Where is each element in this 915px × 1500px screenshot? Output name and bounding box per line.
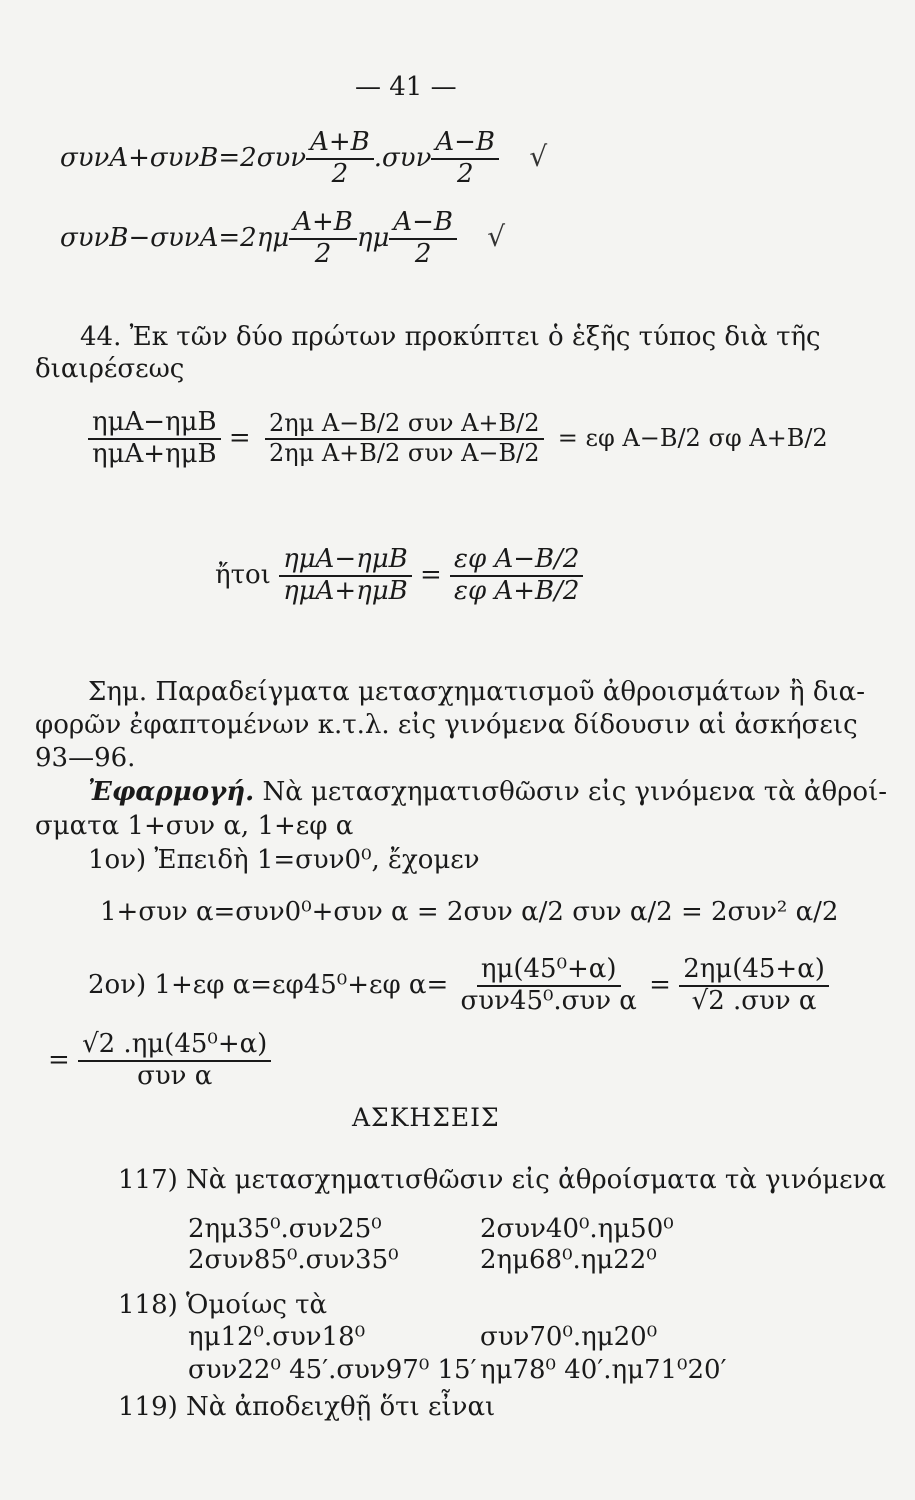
formula-mid: ημ: [356, 222, 390, 253]
application-line1: [88, 777, 887, 808]
formula-mid: .συν: [373, 142, 432, 173]
equals-sign: =: [48, 1044, 70, 1075]
itoi-word: ἤτοι: [215, 559, 271, 590]
application-line4: 1+συν α=συν0⁰+συν α = 2συν α/2 συν α/2 = 2συν² α/2: [100, 897, 839, 927]
exercise-118-a: ημ12⁰.συν18⁰: [188, 1322, 366, 1352]
note-line2: φορῶν ἐφαπτομένων κ.τ.λ. εἰς γινόμενα δίδουσιν αἱ ἀσκήσεις: [35, 710, 858, 740]
fraction: $\frac{\text{εφ A−B/2}}{\text{εφ A+B/2}}$: [450, 545, 583, 607]
fraction: $\frac{\text{2ημ A−B/2 συν A+B/2}}{\text{2ημ A+B/2 συν A−B/2}}$: [265, 410, 544, 467]
application-line2: σματα 1+συν α, 1+εφ α: [35, 811, 354, 841]
application-text: Νὰ μετασχηματισθῶσιν εἰς γινόμενα τὰ ἀθροί-: [262, 777, 888, 807]
application-title: Ἐφαρμογή.: [88, 777, 255, 807]
formula-rhs: = εφ A−B/2 σφ A+B/2: [557, 423, 828, 452]
fraction: $\frac{A+B}{2}$: [306, 128, 374, 190]
formula-lhs: συνA+συνB=2συν: [60, 142, 307, 173]
fraction: $\frac{\text{ημ(45⁰+α)}}{\text{συν45⁰.συν α}}$: [460, 954, 637, 1016]
fraction: $\frac{\text{ημA−ημB}}{\text{ημA+ημB}}$: [88, 408, 221, 470]
exercise-117: 117) Νὰ μετασχηματισθῶσιν εἰς ἀθροίσματα τὰ γινόμενα: [118, 1165, 887, 1195]
exercise-118: 118) Ὁμοίως τὰ: [118, 1290, 328, 1320]
section-44-line1: 44. Ἐκ τῶν δύο πρώτων προκύπτει ὁ ἑξῆς τύπος διὰ τῆς: [80, 322, 821, 352]
formula-sum-cos: [60, 128, 547, 190]
fraction: $\frac{A+B}{2}$: [289, 208, 357, 270]
exercise-117-a: 2ημ35⁰.συν25⁰: [188, 1214, 382, 1244]
exercise-118-d: ημ78⁰ 40′.ημ71⁰20′: [480, 1355, 727, 1385]
exercises-heading: ΑΣΚΗΣΕΙΣ: [352, 1103, 500, 1132]
note-line1: Σημ. Παραδείγματα μετασχηματισμοῦ ἀθροισμάτων ἢ δια-: [88, 677, 866, 707]
exercise-118-c: συν22⁰ 45′.συν97⁰ 15′: [188, 1355, 477, 1385]
exercise-117-c: 2συν85⁰.συν35⁰: [188, 1245, 399, 1275]
page-number: — 41 —: [355, 72, 457, 102]
application-line3: 1ον) Ἐπειδὴ 1=συν0⁰, ἔχομεν: [88, 845, 480, 875]
fraction: $\frac{A-B}{2}$: [431, 128, 499, 190]
check-mark-icon: √: [529, 139, 548, 173]
fraction: $\frac{\text{ημA−ημB}}{\text{ημA+ημB}}$: [279, 545, 412, 607]
exercise-119: 119) Νὰ ἀποδειχθῇ ὅτι εἶναι: [118, 1392, 496, 1422]
formula-lhs: συνB−συνA=2ημ: [60, 222, 290, 253]
check-mark-icon: √: [487, 219, 506, 253]
fraction: $\frac{A-B}{2}$: [389, 208, 457, 270]
fraction: $\frac{2\eta\mu(45+\alpha)}{\text{√2 .συν α}}$: [679, 955, 829, 1017]
note-line3: 93—96.: [35, 743, 136, 773]
application-line6: [48, 1030, 271, 1092]
exercise-118-b: συν70⁰.ημ20⁰: [480, 1322, 658, 1352]
itoi-formula: ἤτοι $\frac{\text{ημA−ημB}}{\text{ημA+ημB}}$ = $\frac{\text{εφ A−B/2}}{\text{εφ A+B/2}}$: [215, 545, 583, 607]
exercise-117-b: 2συν40⁰.ημ50⁰: [480, 1214, 674, 1244]
section-44-line2: διαιρέσεως: [35, 354, 185, 384]
division-formula: $\frac{\text{ημA−ημB}}{\text{ημA+ημB}}$ = $\frac{\text{2ημ A−B/2 συν A+B/2}}{\text{2ημ A+B/2 συν A−B/2}}$ = εφ A−B/2 σφ A+B/2: [88, 408, 828, 470]
fraction: $\frac{\text{√2 .ημ(45⁰+α)}}{\text{συν α}}$: [78, 1030, 271, 1092]
formula-lhs: 2ον) 1+εφ α=εφ45⁰+εφ α=: [88, 969, 449, 1000]
exercise-117-d: 2ημ68⁰.ημ22⁰: [480, 1245, 657, 1275]
application-line5: 2ον) 1+εφ α=εφ45⁰+εφ α= $\frac{\text{ημ(45⁰+α)}}{\text{συν45⁰.συν α}}$ = $\frac{2\eta\mu(45+\alpha)}{\text{√2 .συν α}}$: [88, 955, 829, 1017]
formula-diff-cos: [60, 208, 505, 270]
